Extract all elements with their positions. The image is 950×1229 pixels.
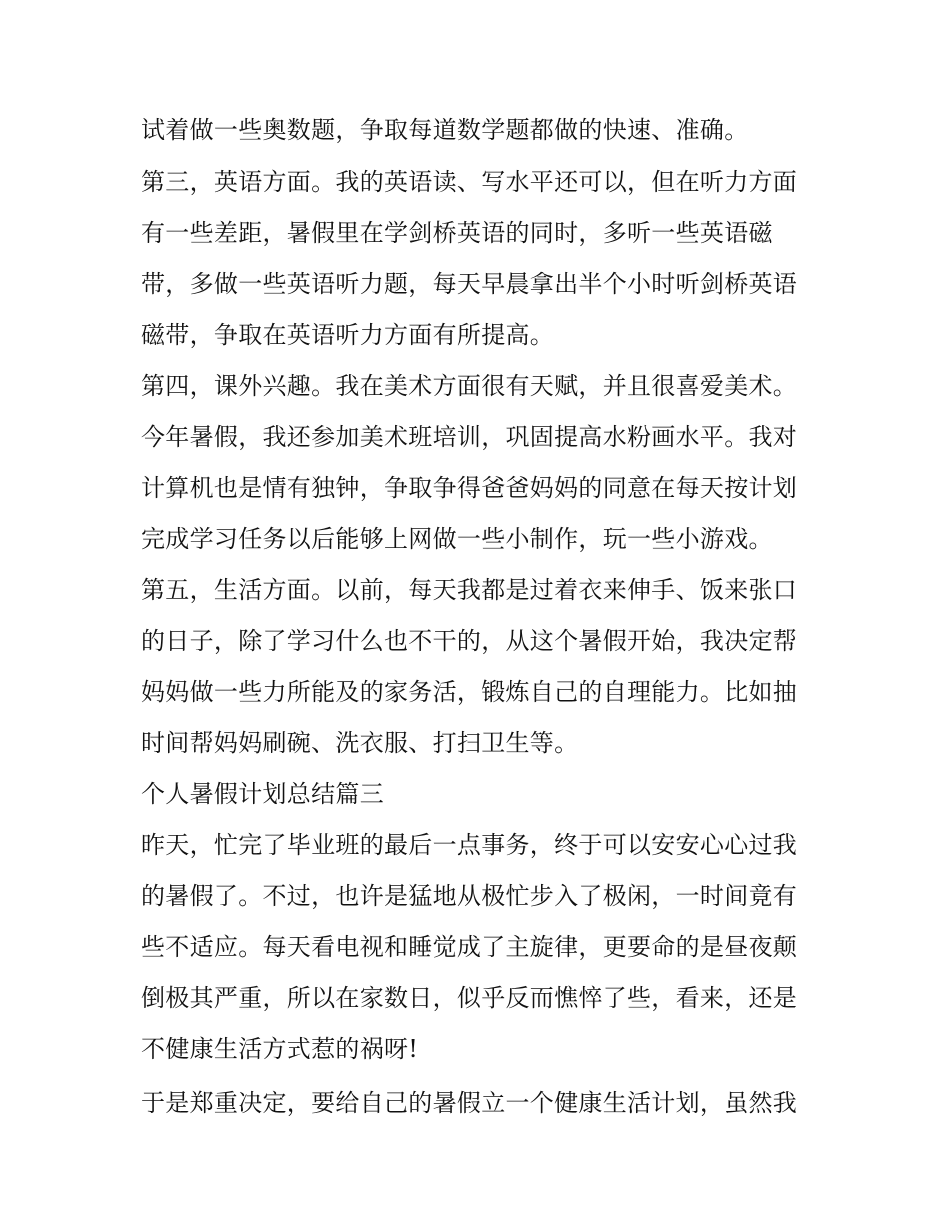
text-line: 的暑假了。不过，也许是猛地从极忙步入了极闲，一时间竟有 — [141, 882, 798, 910]
text-line: 磁带，争取在英语听力方面有所提高。 — [141, 321, 555, 349]
text-line: 今年暑假，我还参加美术班培训，巩固提高水粉画水平。我对 — [141, 423, 798, 451]
text-line: 时间帮妈妈刷碗、洗衣服、打扫卫生等。 — [141, 729, 579, 757]
text-line: 些不适应。每天看电视和睡觉成了主旋律，更要命的是昼夜颠 — [141, 933, 798, 961]
text-line: 第四，课外兴趣。我在美术方面很有天赋，并且很喜爱美术。 — [141, 372, 798, 400]
text-line: 第五，生活方面。以前，每天我都是过着衣来伸手、饭来张口 — [141, 576, 798, 604]
text-line: 于是郑重决定，要给自己的暑假立一个健康生活计划，虽然我 — [141, 1089, 798, 1117]
text-line: 不健康生活方式惹的祸呀! — [141, 1035, 419, 1063]
text-line: 完成学习任务以后能够上网做一些小制作，玩一些小游戏。 — [141, 525, 773, 553]
section-heading: 个人暑假计划总结篇三 — [141, 780, 384, 808]
text-line: 有一些差距，暑假里在学剑桥英语的同时，多听一些英语磁 — [141, 219, 773, 247]
text-line: 的日子，除了学习什么也不干的，从这个暑假开始，我决定帮 — [141, 627, 798, 655]
text-line: 计算机也是情有独钟，争取争得爸爸妈妈的同意在每天按计划 — [141, 474, 798, 502]
text-line: 昨天，忙完了毕业班的最后一点事务，终于可以安安心心过我 — [141, 831, 798, 859]
text-line: 倒极其严重，所以在家数日，似乎反而憔悴了些，看来，还是 — [141, 984, 798, 1012]
text-line: 第三，英语方面。我的英语读、写水平还可以，但在听力方面 — [141, 168, 798, 196]
text-line: 带，多做一些英语听力题，每天早晨拿出半个小时听剑桥英语 — [141, 270, 798, 298]
text-line: 妈妈做一些力所能及的家务活，锻炼自己的自理能力。比如抽 — [141, 678, 798, 706]
text-line: 试着做一些奥数题，争取每道数学题都做的快速、准确。 — [141, 116, 749, 144]
